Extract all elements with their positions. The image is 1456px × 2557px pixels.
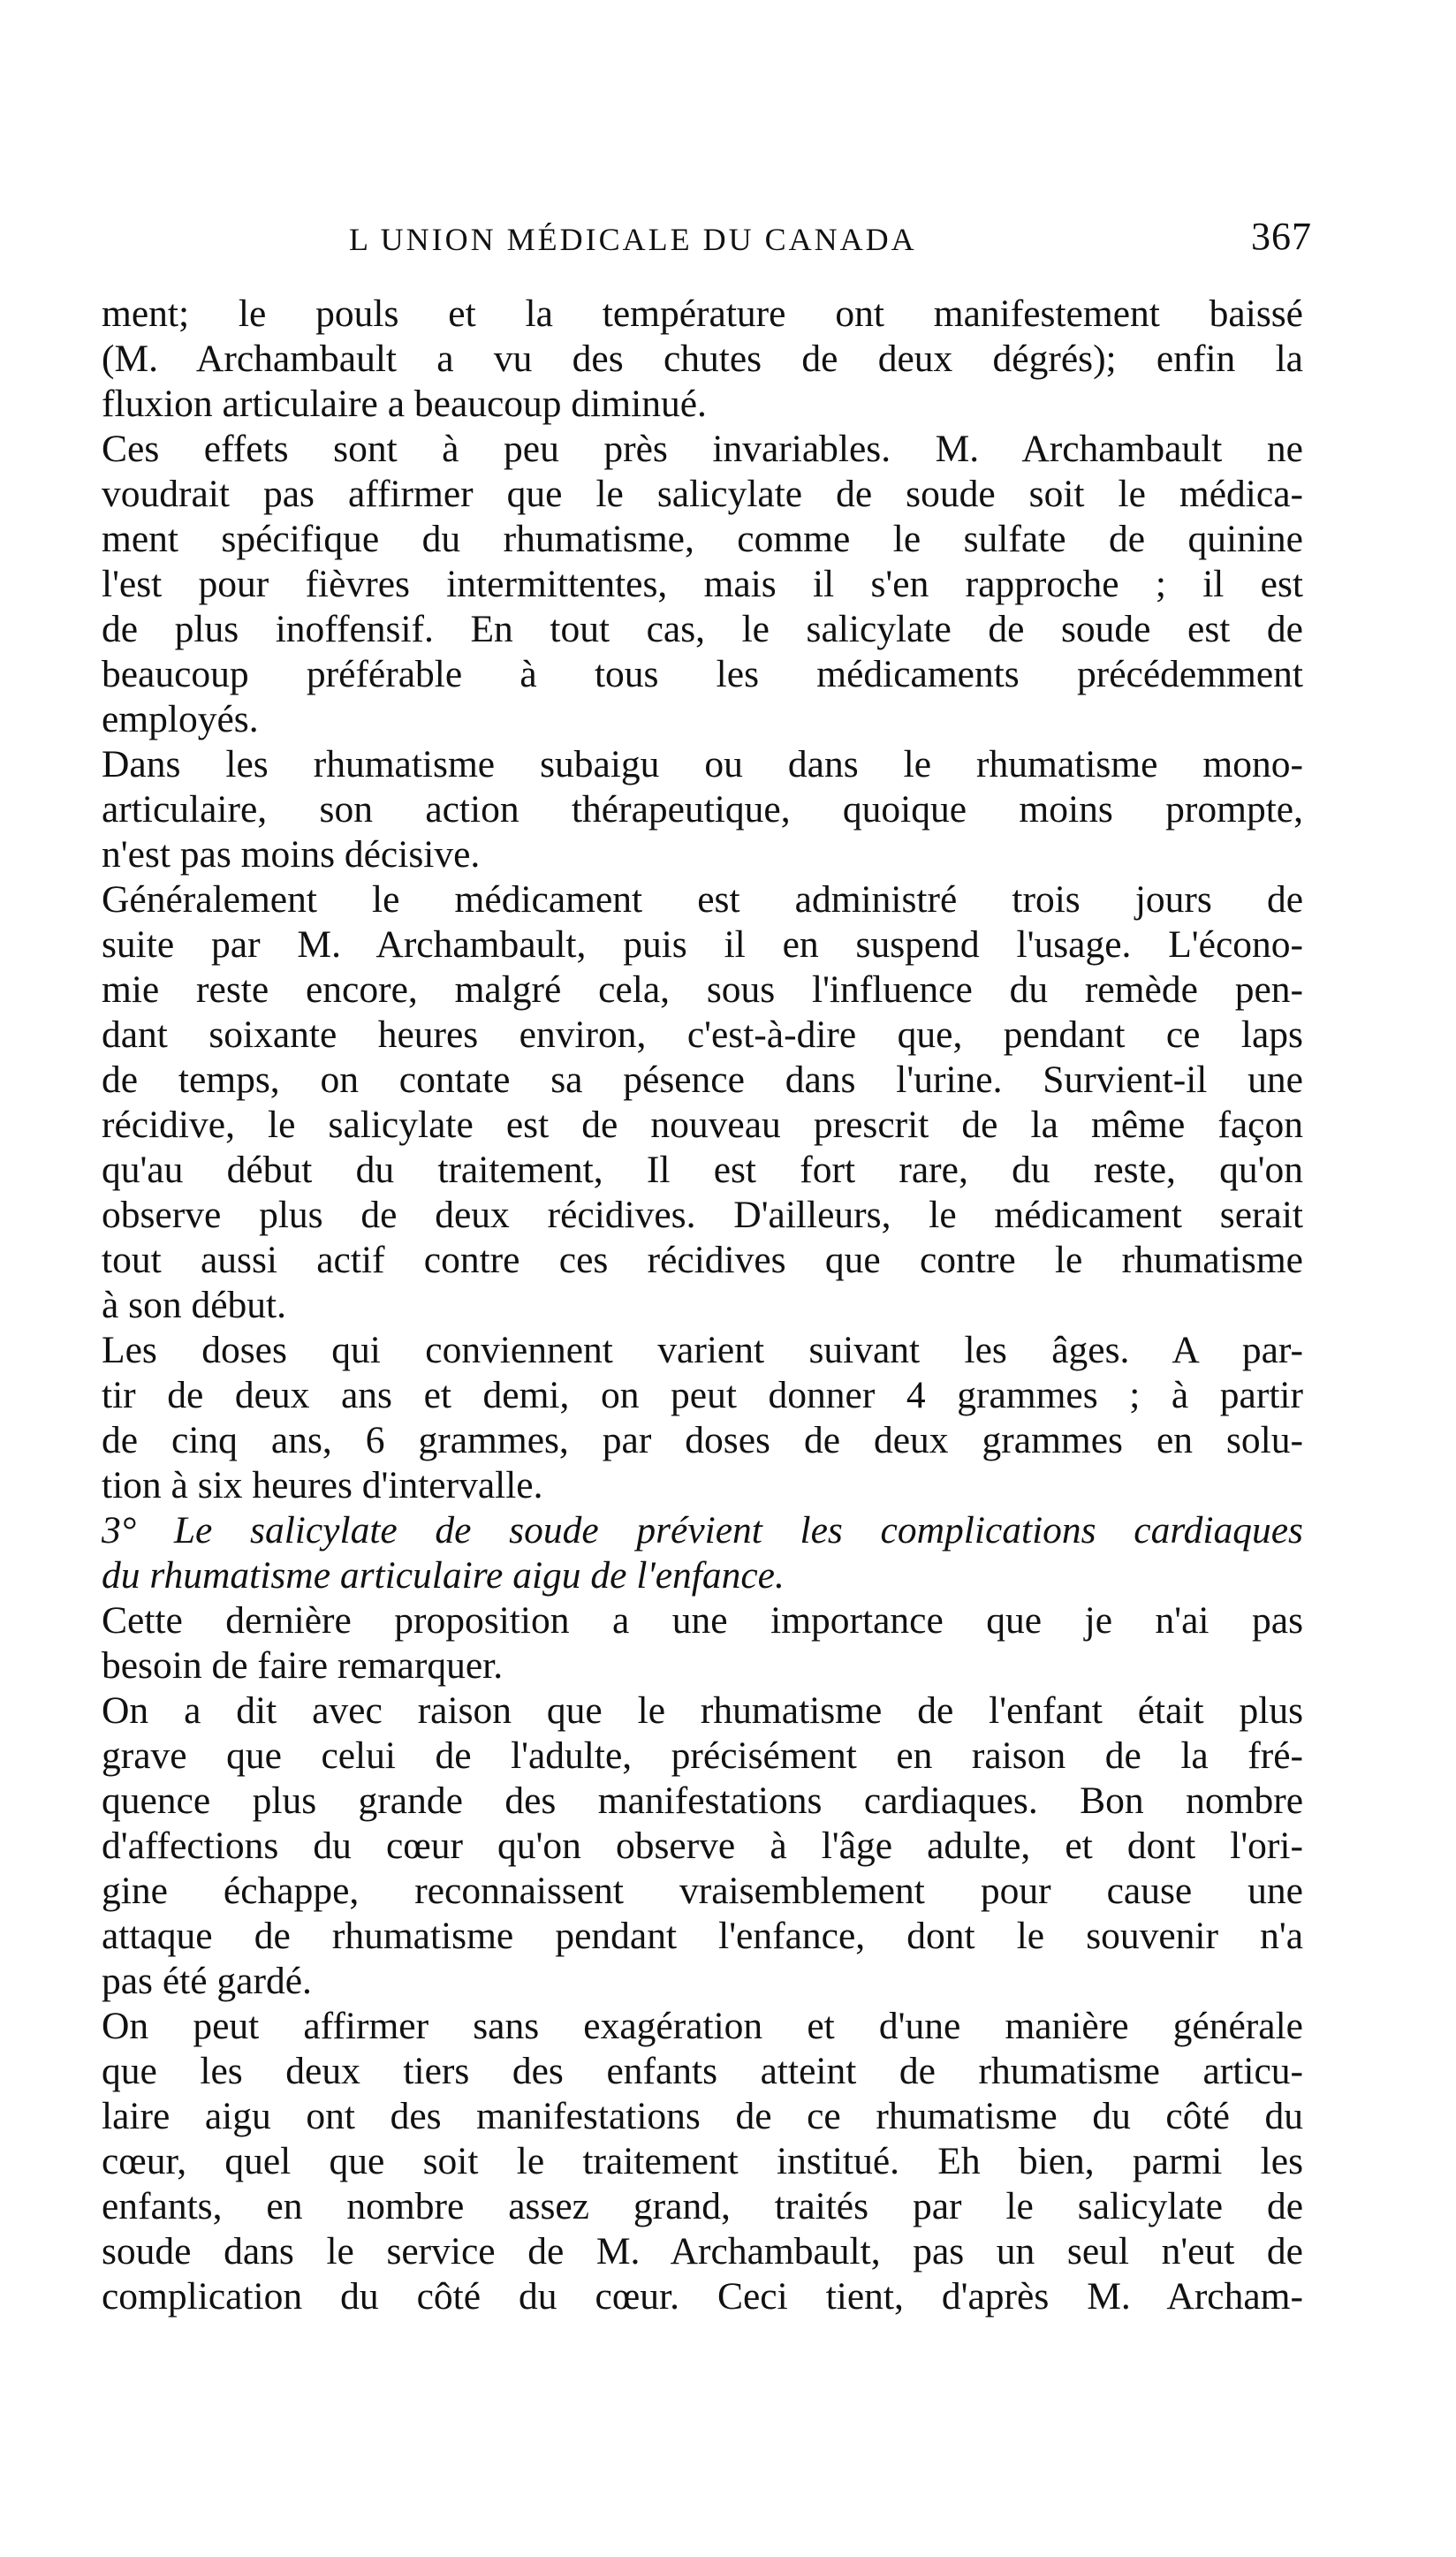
text-line: Généralement le médicament est administré trois jours de — [102, 878, 1303, 921]
text-line: dant soixante heures environ, c'est-à-dire que, pendant ce laps — [102, 1013, 1303, 1056]
text-line: tion à six heures d'intervalle. — [102, 1464, 543, 1506]
text-line: pas été gardé. — [102, 1960, 312, 2002]
text-line: voudrait pas affirmer que le salicylate de soude soit le médica- — [102, 473, 1303, 515]
text-line: de plus inoffensif. En tout cas, le salicylate de soude est de — [102, 608, 1303, 650]
text-line: cœur, quel que soit le traitement institué. Eh bien, parmi les — [102, 2140, 1303, 2182]
text-line: de temps, on contate sa pésence dans l'urine. Survient-il une — [102, 1058, 1303, 1101]
text-line: enfants, en nombre assez grand, traités par le salicylate de — [102, 2185, 1303, 2227]
text-line: (M. Archambault a vu des chutes de deux dégrés); enfin la — [102, 338, 1303, 380]
text-line: de cinq ans, 6 grammes, par doses de deux grammes en solu- — [102, 1419, 1303, 1461]
text-line: que les deux tiers des enfants atteint de rhumatisme articu- — [102, 2050, 1303, 2092]
text-line: Les doses qui conviennent varient suivant les âges. A par- — [102, 1329, 1303, 1371]
text-line: qu'au début du traitement, Il est fort rare, du reste, qu'on — [102, 1149, 1303, 1191]
text-line: laire aigu ont des manifestations de ce rhumatisme du côté du — [102, 2095, 1303, 2137]
italic-text-line: 3° Le salicylate de soude prévient les complications cardiaques — [102, 1509, 1303, 1552]
text-line: Dans les rhumatisme subaigu ou dans le rhumatisme mono- — [102, 743, 1303, 785]
text-line: soude dans le service de M. Archambault, pas un seul n'eut de — [102, 2230, 1303, 2272]
text-line: récidive, le salicylate est de nouveau prescrit de la même façon — [102, 1104, 1303, 1146]
text-line: l'est pour fièvres intermittentes, mais il s'en rapproche ; il est — [102, 563, 1303, 605]
running-head — [349, 215, 1312, 265]
text-line: beaucoup préférable à tous les médicaments précédemment — [102, 653, 1303, 695]
text-line: ment spécifique du rhumatisme, comme le sulfate de quinine — [102, 518, 1303, 560]
text-line: Cette dernière proposition a une importance que je n'ai pas — [102, 1599, 1303, 1642]
text-line: employés. — [102, 698, 259, 740]
text-line: complication du côté du cœur. Ceci tient, d'après M. Archam- — [102, 2275, 1303, 2318]
text-line: grave que celui de l'adulte, précisément en raison de la fré- — [102, 1734, 1303, 1777]
text-line: tir de deux ans et demi, on peut donner 4 grammes ; à partir — [102, 1374, 1303, 1416]
text-line: besoin de faire remarquer. — [102, 1644, 504, 1687]
body-text — [102, 292, 1303, 2319]
text-line: observe plus de deux récidives. D'ailleurs, le médicament serait — [102, 1194, 1303, 1236]
page-number: 367 — [1251, 215, 1312, 258]
running-title: L UNION MÉDICALE DU CANADA — [349, 222, 917, 257]
text-line: attaque de rhumatisme pendant l'enfance, dont le souvenir n'a — [102, 1915, 1303, 1957]
text-line: fluxion articulaire a beaucoup diminué. — [102, 383, 707, 425]
text-line: suite par M. Archambault, puis il en suspend l'usage. L'écono- — [102, 923, 1303, 966]
text-line: On a dit avec raison que le rhumatisme de l'enfant était plus — [102, 1689, 1303, 1732]
text-line: n'est pas moins décisive. — [102, 833, 481, 876]
text-line: On peut affirmer sans exagération et d'une manière générale — [102, 2005, 1303, 2047]
text-line: mie reste encore, malgré cela, sous l'influence du remède pen- — [102, 968, 1303, 1011]
text-line: gine échappe, reconnaissent vraisemblement pour cause une — [102, 1870, 1303, 1912]
text-line: quence plus grande des manifestations cardiaques. Bon nombre — [102, 1779, 1303, 1822]
text-line: d'affections du cœur qu'on observe à l'âge adulte, et dont l'ori- — [102, 1825, 1303, 1867]
text-line: articulaire, son action thérapeutique, quoique moins prompte, — [102, 788, 1303, 831]
text-line: à son début. — [102, 1284, 287, 1326]
italic-text-line: du rhumatisme articulaire aigu de l'enfance. — [102, 1554, 785, 1597]
text-line: ment; le pouls et la température ont manifestement baissé — [102, 292, 1303, 335]
text-line: tout aussi actif contre ces récidives que contre le rhumatisme — [102, 1239, 1303, 1281]
text-line: Ces effets sont à peu près invariables. M. Archambault ne — [102, 428, 1303, 470]
